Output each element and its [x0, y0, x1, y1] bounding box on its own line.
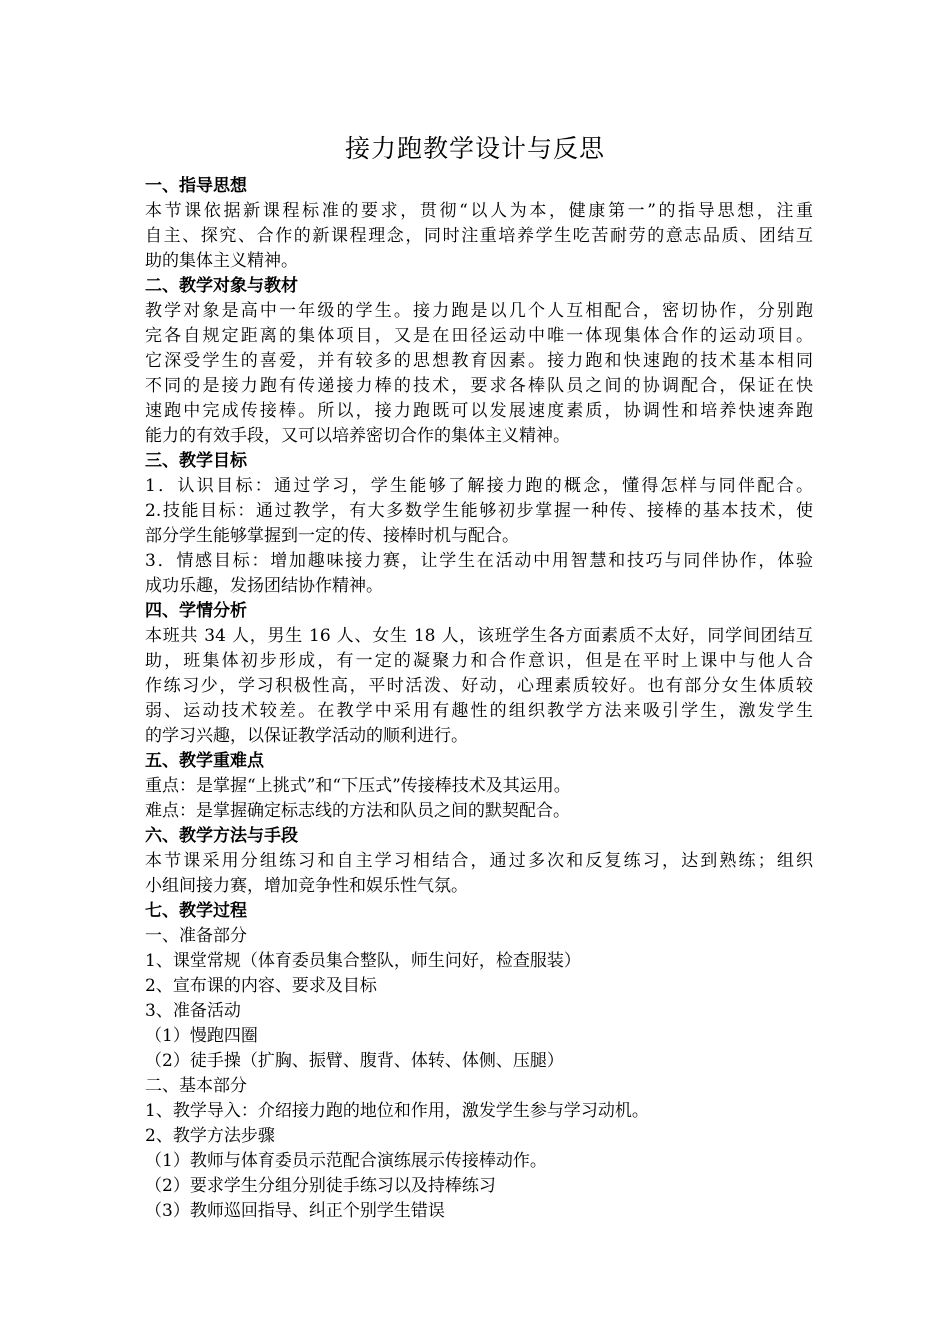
paragraph-line: 教学对象是高中一年级的学生。接力跑是以几个人互相配合，密切协作，分别跑: [145, 301, 813, 321]
paragraph-line: 助，班集体初步形成，有一定的凝聚力和合作意识，但是在平时上课中与他人合: [145, 651, 813, 671]
paragraph-line: （1）慢跑四圈: [145, 1026, 258, 1046]
section-heading: 六、教学方法与手段: [145, 826, 298, 846]
paragraph-line: 本班共 34 人，男生 16 人、女生 18 人，该班学生各方面素质不太好，同学间团结互: [145, 626, 813, 646]
paragraph-line: （2）要求学生分组分别徒手练习以及持棒练习: [145, 1176, 496, 1196]
paragraph-line: （1）教师与体育委员示范配合演练展示传接棒动作。: [145, 1151, 547, 1171]
paragraph-line: 部分学生能够掌握到一定的传、接棒时机与配合。: [145, 526, 519, 546]
paragraph-line: 1、教学导入：介绍接力跑的地位和作用，激发学生参与学习动机。: [145, 1101, 649, 1121]
paragraph-line: 2、宣布课的内容、要求及目标: [145, 976, 377, 996]
section-heading: 七、教学过程: [145, 901, 247, 921]
section-heading: 二、教学对象与教材: [145, 276, 298, 296]
paragraph-line: 二、基本部分: [145, 1076, 247, 1096]
section-heading: 三、教学目标: [145, 451, 247, 471]
paragraph-line: 自主、探究、合作的新课程理念，同时注重培养学生吃苦耐劳的意志品质、团结互: [145, 226, 813, 246]
paragraph-line: 它深受学生的喜爱，并有较多的思想教育因素。接力跑和快速跑的技术基本相同: [145, 351, 813, 371]
paragraph-line: 成功乐趣，发扬团结协作精神。: [145, 576, 383, 596]
paragraph-line: 2、教学方法步骤: [145, 1126, 275, 1146]
paragraph-line: 难点：是掌握确定标志线的方法和队员之间的默契配合。: [145, 801, 570, 821]
paragraph-line: 2.技能目标：通过教学，有大多数学生能够初步掌握一种传、接棒的基本技术，使: [145, 501, 813, 521]
document-title: 接力跑教学设计与反思: [344, 134, 605, 163]
paragraph-line: 助的集体主义精神。: [145, 251, 298, 271]
paragraph-line: 本节课采用分组练习和自主学习相结合，通过多次和反复练习，达到熟练；组织: [145, 851, 813, 871]
document-body: [145, 174, 813, 1224]
paragraph-line: 的学习兴趣，以保证教学活动的顺利进行。: [145, 726, 468, 746]
paragraph-line: 3、准备活动: [145, 1001, 241, 1021]
paragraph-line: 作练习少，学习积极性高，平时活泼、好动，心理素质较好。也有部分女生体质较: [145, 676, 813, 696]
paragraph-line: 弱、运动技术较差。在教学中采用有趣性的组织教学方法来吸引学生，激发学生: [145, 701, 813, 721]
paragraph-line: 完各自规定距离的集体项目，又是在田径运动中唯一体现集体合作的运动项目。: [145, 326, 813, 346]
paragraph-line: 不同的是接力跑有传递接力棒的技术，要求各棒队员之间的协调配合，保证在快: [145, 376, 813, 396]
paragraph-line: 本节课依据新课程标准的要求，贯彻“以人为本，健康第一”的指导思想，注重: [145, 201, 813, 221]
paragraph-line: 1．认识目标：通过学习，学生能够了解接力跑的概念，懂得怎样与同伴配合。: [145, 476, 813, 496]
paragraph-line: 小组间接力赛，增加竞争性和娱乐性气氛。: [145, 876, 468, 896]
paragraph-line: 速跑中完成传接棒。所以，接力跑既可以发展速度素质，协调性和培养快速奔跑: [145, 401, 813, 421]
section-heading: 一、指导思想: [145, 176, 247, 196]
paragraph-line: 一、准备部分: [145, 926, 247, 946]
paragraph-line: 1、课堂常规（体育委员集合整队，师生问好，检查服装）: [145, 951, 581, 971]
paragraph-line: 重点：是掌握“上挑式”和“下压式”传接棒技术及其运用。: [145, 776, 571, 796]
paragraph-line: 3．情感目标：增加趣味接力赛，让学生在活动中用智慧和技巧与同伴协作，体验: [145, 551, 813, 571]
section-heading: 五、教学重难点: [145, 751, 264, 771]
paragraph-line: （2）徒手操（扩胸、振臂、腹背、体转、体侧、压腿）: [145, 1051, 564, 1071]
section-heading: 四、学情分析: [145, 601, 247, 621]
paragraph-line: 能力的有效手段，又可以培养密切合作的集体主义精神。: [145, 426, 570, 446]
paragraph-line: （3）教师巡回指导、纠正个别学生错误: [145, 1201, 445, 1221]
